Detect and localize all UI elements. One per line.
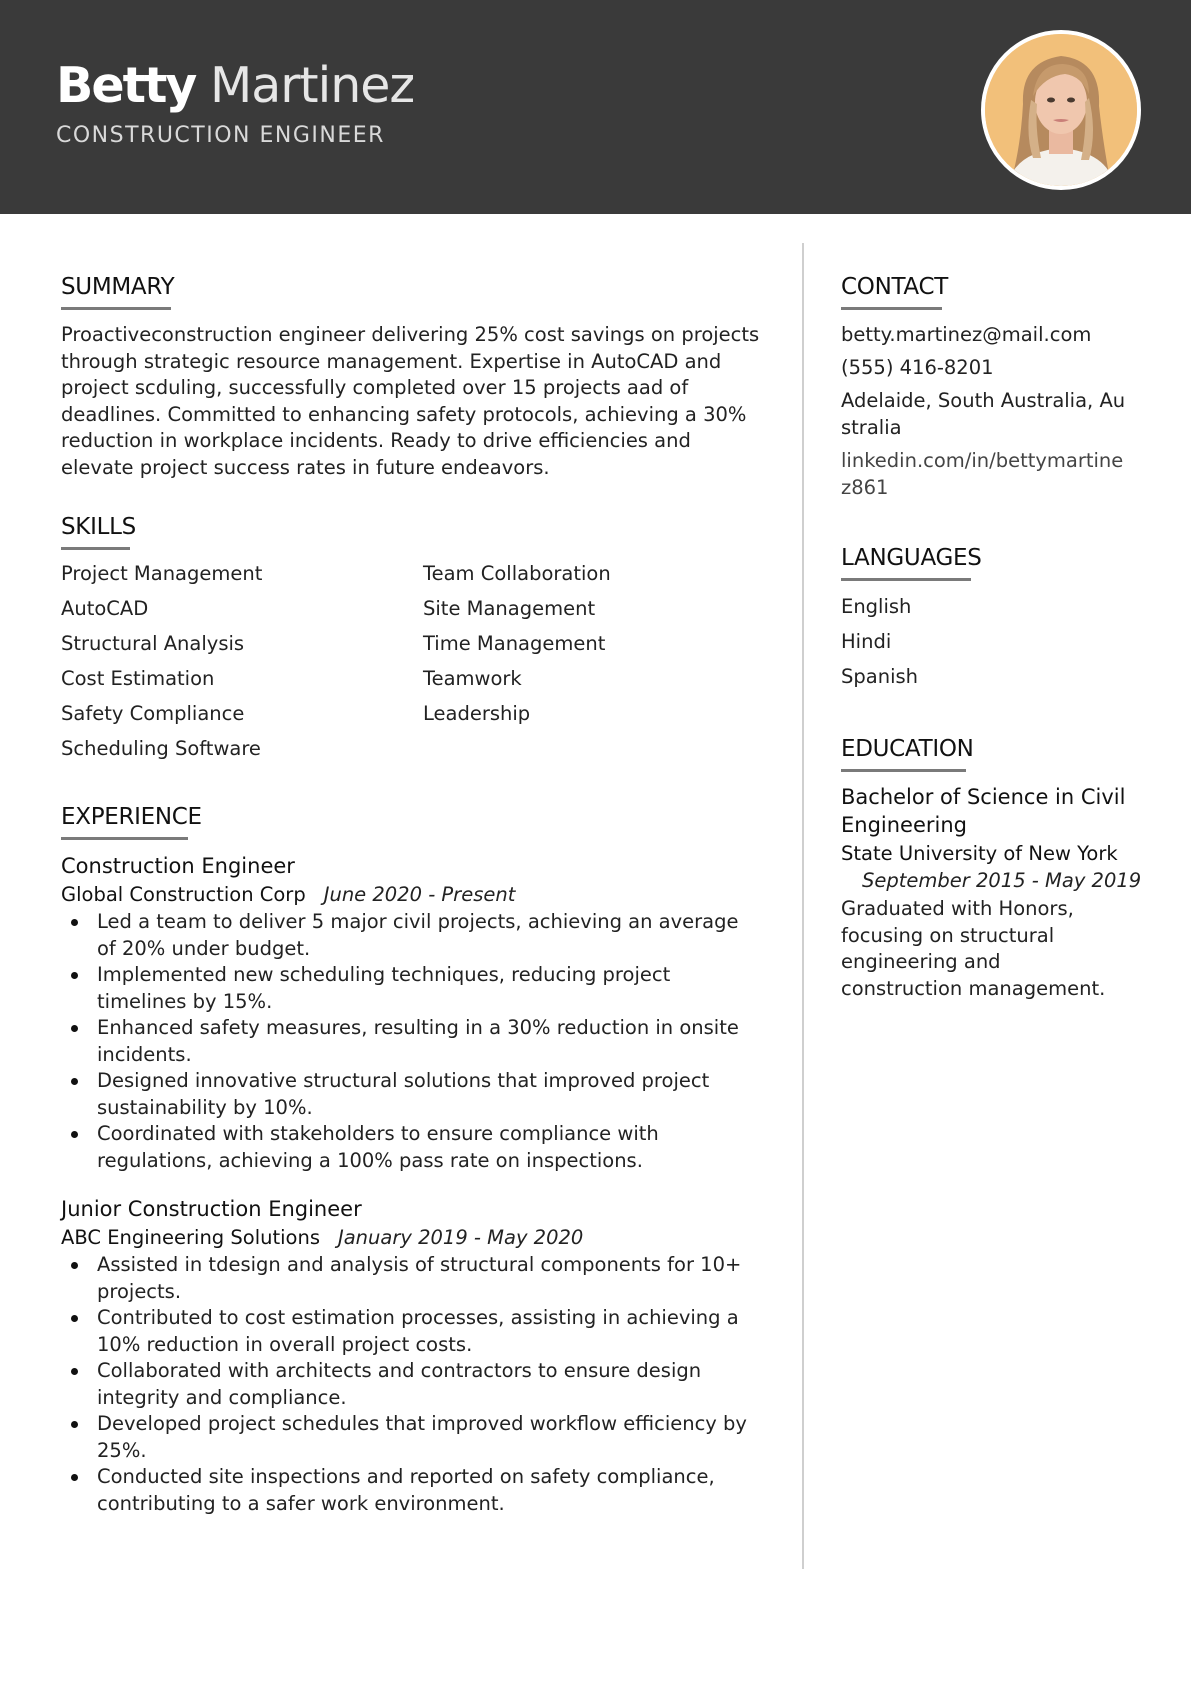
education-dates: September 2015 - May 2019 [862, 869, 1142, 892]
education-heading-text: EDUCATION [841, 736, 974, 762]
contact-location: Adelaide, South Australia, Australia [841, 389, 1126, 439]
education-degree: Bachelor of Science in Civil Engineering [841, 785, 1126, 837]
company-name: ABC Engineering Solutions [61, 1226, 320, 1249]
first-name: Betty [56, 57, 196, 114]
job-dates: June 2020 - Present [323, 883, 516, 906]
skills-heading-rule [61, 547, 130, 550]
skill-item: Leadership [423, 702, 531, 725]
language-item: Spanish [841, 665, 919, 688]
skill-item: Scheduling Software [61, 737, 261, 760]
skill-item: Project Management [61, 562, 263, 585]
skill-item: AutoCAD [61, 597, 149, 620]
education-heading-rule [841, 769, 966, 772]
experience-heading-rule [61, 837, 188, 840]
summary-heading [61, 271, 174, 310]
summary-heading-text: SUMMARY [61, 274, 175, 300]
contact-phone: (555) 416-8201 [841, 356, 994, 379]
languages-heading [841, 542, 982, 581]
job-dates: January 2019 - May 2020 [337, 1226, 584, 1249]
education-school: State University of New York [841, 842, 1118, 865]
contact-email[interactable]: betty.martinez@mail.com [841, 323, 1092, 346]
summary-text: Proactiveconstruction engineer delivering 25% cost savings on projects through strategic resource management. Expertise in AutoCAD and project scduling, successfully completed over 15 projects aad of deadlines. Committed to enhancing safety protocols, achieving a 30% reduction in workplace incidents. Ready to drive efficiencies and elevate project success rates in future endeavors. [61, 323, 760, 479]
education-description: Graduated with Honors, focusing on structural engineering and construction management. [841, 897, 1106, 1000]
list-item: Conducted site inspections and reported on safety compliance, contributing to a safer work environment. [61, 1464, 761, 1517]
languages-heading-rule [841, 578, 971, 581]
list-item: Developed project schedules that improved workflow efficiency by 25%. [61, 1411, 761, 1464]
language-item: Hindi [841, 630, 892, 653]
job-meta-1 [61, 882, 515, 908]
skill-item: Cost Estimation [61, 667, 215, 690]
skills-heading [61, 511, 136, 550]
skill-item: Teamwork [423, 667, 522, 690]
job-title-1: Construction Engineer [61, 854, 295, 878]
skill-item: Safety Compliance [61, 702, 245, 725]
education-heading [841, 733, 974, 772]
last-name: Martinez [209, 57, 415, 114]
list-item: Collaborated with architects and contractors to ensure design integrity and compliance. [61, 1358, 761, 1411]
language-item: English [841, 595, 912, 618]
job-title: CONSTRUCTION ENGINEER [56, 123, 385, 148]
profile-photo [981, 30, 1141, 190]
portrait-image [985, 34, 1137, 186]
header-band [0, 0, 1191, 214]
list-item: Designed innovative structural solutions that improved project sustainability by 10%. [61, 1068, 761, 1121]
list-item: Contributed to cost estimation processes, assisting in achieving a 10% reduction in overall project costs. [61, 1305, 761, 1358]
column-divider [802, 243, 804, 1569]
skill-item: Team Collaboration [423, 562, 611, 585]
languages-heading-text: LANGUAGES [841, 545, 982, 571]
contact-heading [841, 271, 948, 310]
contact-linkedin[interactable]: linkedin.com/in/bettymartinez861 [841, 449, 1124, 499]
list-item: Coordinated with stakeholders to ensure compliance with regulations, achieving a 100% pass rate on inspections. [61, 1121, 761, 1174]
summary-heading-rule [61, 307, 171, 310]
list-item: Implemented new scheduling techniques, reducing project timelines by 15%. [61, 962, 761, 1015]
list-item: Enhanced safety measures, resulting in a 30% reduction in onsite incidents. [61, 1015, 761, 1068]
candidate-name [56, 54, 414, 118]
list-item: Led a team to deliver 5 major civil projects, achieving an average of 20% under budget. [61, 909, 761, 962]
contact-heading-text: CONTACT [841, 274, 948, 300]
skills-heading-text: SKILLS [61, 514, 136, 540]
skill-item: Structural Analysis [61, 632, 245, 655]
job-meta-2 [61, 1225, 583, 1251]
company-name: Global Construction Corp [61, 883, 306, 906]
skill-item: Time Management [423, 632, 606, 655]
job-2-bullets [61, 1252, 761, 1517]
contact-heading-rule [841, 307, 942, 310]
skill-item: Site Management [423, 597, 596, 620]
list-item: Assisted in tdesign and analysis of structural components for 10+ projects. [61, 1252, 761, 1305]
job-1-bullets [61, 909, 761, 1174]
experience-heading-text: EXPERIENCE [61, 804, 202, 830]
job-title-2: Junior Construction Engineer [61, 1197, 362, 1221]
skills-list [61, 561, 761, 771]
experience-heading [61, 801, 202, 840]
